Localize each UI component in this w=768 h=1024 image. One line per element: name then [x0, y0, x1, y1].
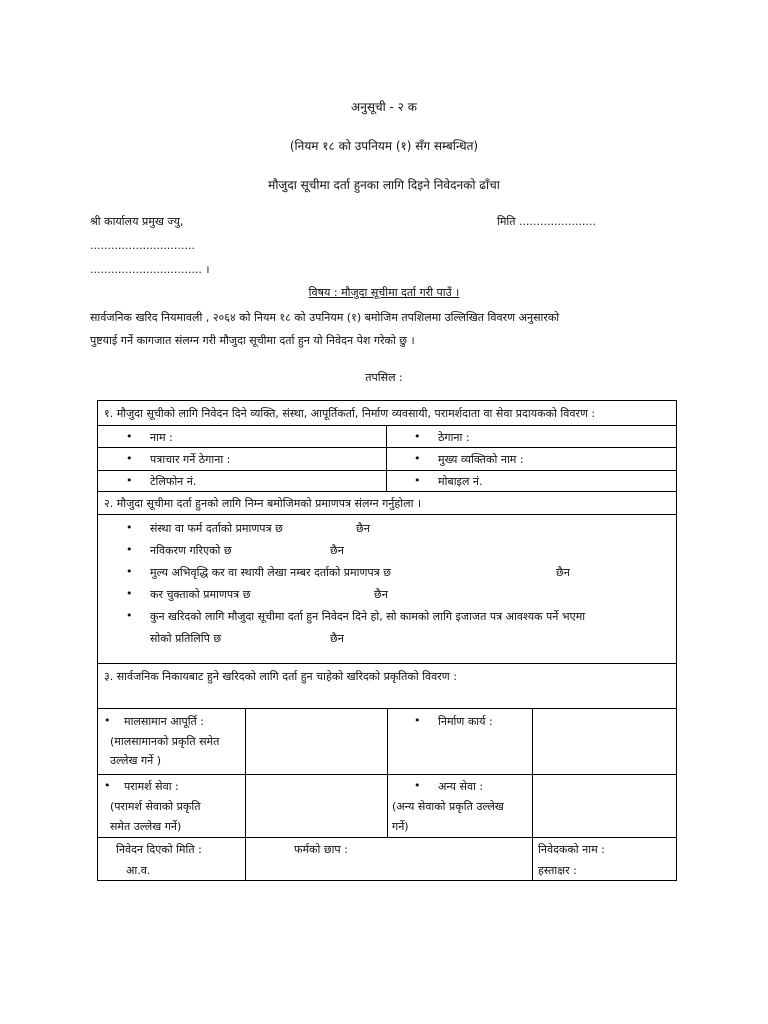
tapsil-heading: तपसिल :	[365, 371, 403, 384]
bullet-icon: •	[414, 430, 421, 443]
field-postal-address: पत्राचार गर्ने ठेगाना :	[150, 453, 231, 466]
body-line-1: सार्वजनिक खरिद नियमावली , २०६४ को नियम १८ को उपनियम (१) बमोजिम तपशिलमा उल्लिखित विवरण अनुसारको	[90, 311, 560, 324]
schedule-title: अनुसूची - २ क	[351, 100, 417, 114]
bullet-icon: •	[414, 779, 421, 792]
goods-note-1: (मालसामानको प्रकृति समेत	[110, 735, 220, 748]
cert-item-1: संस्था वा फर्म दर्ताको प्रमाणपत्र छ	[150, 522, 283, 535]
field-contact-person: मुख्य व्यक्तिको नाम :	[438, 453, 524, 466]
cert-item-4: कर चुक्ताको प्रमाणपत्र छ	[150, 588, 251, 601]
subject-line: विषय : मौजुदा सूचीमा दर्ता गरी पाउँ ।	[308, 286, 460, 299]
firm-stamp-label: फर्मको छाप :	[294, 843, 348, 856]
bullet-icon: •	[414, 452, 421, 465]
cert-item-3: मुल्य अभिवृद्धि कर वा स्थायी लेखा नम्बर दर्ताको प्रमाणपत्र छ	[150, 566, 391, 579]
form-title: मौजुदा सूचीमा दर्ता हुनका लागि दिइने निवेदनको ढाँचा	[268, 178, 500, 192]
rule-reference: (नियम १८ को उपनियम (१) सँग सम्बन्धित)	[289, 139, 479, 153]
cert-item-3-no: छैन	[556, 566, 570, 579]
cert-item-5-line-2: सोको प्रतिलिपि छ	[150, 632, 222, 645]
other-services-note-1: (अन्य सेवाको प्रकृति उल्लेख	[392, 800, 504, 813]
bullet-icon: •	[126, 565, 133, 578]
bullet-icon: •	[126, 521, 133, 534]
field-mobile: मोबाइल नं.	[438, 475, 483, 488]
address-line-1: ..............................	[90, 239, 195, 252]
goods-note-2: उल्लेख गर्ने )	[110, 754, 162, 767]
cert-item-2-no: छैन	[330, 544, 344, 557]
date-label: मिति ......................	[497, 215, 596, 228]
other-services-note-2: गर्ने)	[392, 820, 409, 833]
cert-item-5-no: छैन	[330, 632, 344, 645]
details-table	[97, 400, 677, 881]
bullet-icon: •	[104, 779, 111, 792]
section3-heading: ३. सार्वजनिक निकायबाट हुने खरिदको लागि दर्ता हुन चाहेको खरिदको प्रकृतिको विवरण :	[104, 670, 457, 683]
body-line-2: पुष्टयाई गर्ने कागजात संलग्न गरी मौजुदा सूचीमा दर्ता हुन यो निवेदन पेश गरेको छु ।	[90, 334, 415, 347]
bullet-icon: •	[126, 452, 133, 465]
consulting-note-2: समेत उल्लेख गर्ने)	[110, 820, 182, 833]
consulting-note-1: (परामर्श सेवाको प्रकृति	[110, 800, 201, 813]
section2-heading: २. मौजुदा सूचीमा दर्ता हुनको लागि निम्न बमोजिमको प्रमाणपत्र संलग्न गर्नुहोला ।	[104, 497, 422, 510]
address-line-2: ................................ ।	[90, 263, 210, 276]
cert-item-1-no: छैन	[356, 522, 370, 535]
application-date-label: निवेदन दिएको मिति :	[116, 843, 202, 856]
field-address: ठेगाना :	[438, 431, 470, 444]
section1-heading: १. मौजुदा सूचीको लागि निवेदन दिने व्यक्ति, संस्था, आपूर्तिकर्ता, निर्माण व्यवसायी, परामर्शदाता वा सेवा प्रदायकको विवरण :	[104, 407, 596, 420]
other-services-label: अन्य सेवा :	[438, 780, 484, 793]
bullet-icon: •	[414, 474, 421, 487]
cert-item-2: नविकरण गरिएको छ	[150, 544, 232, 557]
goods-label: मालसामान आपूर्ति :	[124, 715, 205, 728]
bullet-icon: •	[104, 714, 111, 727]
cert-item-5-line-1: कुन खरिदको लागि मौजुदा सूचीमा दर्ता हुन निवेदन दिने हो, सो कामको लागि इजाजत पत्र आवश्यक पर्ने भएमा	[150, 610, 586, 623]
signature-label: हस्ताक्षर :	[538, 864, 577, 877]
bullet-icon: •	[126, 587, 133, 600]
field-name: नाम :	[150, 431, 173, 444]
bullet-icon: •	[126, 474, 133, 487]
bullet-icon: •	[126, 430, 133, 443]
addressee: श्री कार्यालय प्रमुख ज्यु,	[90, 215, 184, 228]
cert-item-4-no: छैन	[374, 588, 388, 601]
consulting-label: परामर्श सेवा :	[124, 780, 179, 793]
applicant-name-label: निवेदकको नाम :	[538, 843, 605, 856]
works-label: निर्माण कार्य :	[438, 715, 493, 728]
field-phone: टेलिफोन नं.	[150, 475, 197, 488]
fiscal-year-label: आ.व.	[126, 864, 151, 877]
bullet-icon: •	[126, 609, 133, 622]
bullet-icon: •	[126, 543, 133, 556]
bullet-icon: •	[414, 714, 421, 727]
